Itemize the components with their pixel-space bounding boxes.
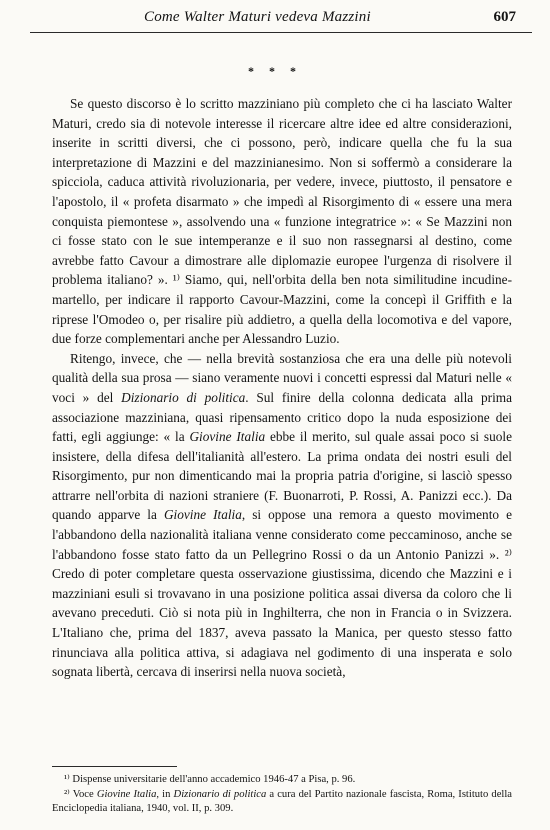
footnote-text: a cura del Partito nazionale fascista, Roma, Istituto della Enciclopedia italiana, 1940, vol. II, p. 309. [52, 788, 513, 814]
running-header [52, 9, 516, 29]
footnote-text: ²⁾ Voce [64, 788, 97, 800]
text-run: , si oppose una remora a questo movimento e l'abbandono della nazionalità italiana venne considerato come peccaminoso, anche se l'abbandono fosse stato fatto da un Pellegrino Rossi o da un Antonio Panizzi ». ²⁾ Credo di poter completare questa osservazione giustissima, dicendo che Mazzini e i mazziniani esuli si trovavano in una posizione politica assai diversa da coloro che li avevano preceduti. Ciò si nota più in Inghilterra, che non in Francia o in Svizzera. L'Italiano che, prima del 1837, aveva passato la Manica, per questo stesso fatto rinunciava alla politica attiva, si adagiava nel godimento di una insperata e solo sognata libertà, cercava di inserirsi nella nuova società, [52, 507, 512, 680]
page-number: 607 [493, 9, 516, 25]
footnote [52, 773, 512, 788]
footnote-text: ¹⁾ Dispense universitarie dell'anno accademico 1946-47 a Pisa, p. 96. [64, 774, 356, 785]
text-run: Ritengo, invece, che — nella brevità sostanziosa che era una delle più notevoli qualità della sua prosa — siano veramente nuovi i concetti espressi dal Maturi nelle « voci » del [52, 350, 512, 405]
text-run: ebbe il merito, sul quale assai poco si suole insistere, della difesa dell'italianità all'estero. La prima ondata dei nostri esuli del Risorgimento, pur non dimenticando mai la propria patria d'origine, si lasciò spesso attrarre nell'orbita di nazioni straniere (F. Buonarroti, P. Rossi, A. Panizzi ecc.). Da quando apparve la [52, 429, 512, 523]
text-run: . Sul finire della colonna dedicata alla prima associazione mazziniana, quasi ripensamento critico dopo la nuda esposizione dei fatti, egli aggiunge: « la [52, 389, 513, 445]
footnote-rule [52, 766, 177, 767]
italic-title: Dizionario di politica [121, 389, 246, 405]
italic-title: Giovine Italia [189, 429, 266, 445]
header-rule [30, 32, 532, 33]
footnotes [52, 773, 512, 817]
paragraph [52, 94, 512, 349]
footnote [52, 788, 512, 817]
running-title: Come Walter Maturi vedeva Mazzini [144, 9, 371, 25]
body-text [52, 94, 512, 682]
section-separator: * * * [248, 64, 302, 78]
italic-title: Dizionario di politica [173, 788, 267, 800]
footnote-text: , in [156, 788, 174, 800]
paragraph [52, 349, 512, 682]
text-run: Se questo discorso è lo scritto mazziniano più completo che ci ha lasciato Walter Maturi, credo sia di notevole interesse il ricercare altre idee ed altre considerazioni, inserite in scritti diversi, che ci possono, però, indicare quella che fu la sua interpretazione di Mazzini e del mazzinianesimo. Non si soffermò a considerare la spicciola, caduca attività rivoluzionaria, per vedere, invece, piuttosto, il pensatore e l'apostolo, il « profeta disarmato » che impedì al Risorgimento di « essere una mera conquista piemontese », assolvendo una « funzione integratrice »: « Se Mazzini non ci fosse stato con le sue intemperanze e il suo non rassegnarsi al destino, come avrebbe fatto Cavour a dimostrare alle diplomazie europee l'urgenza di risolvere il problema italiano? ». ¹⁾ Siamo, qui, nell'orbita della ben nota similitudine incudine-martello, per indicare il rapporto Cavour-Mazzini, come la concepì il Griffith e la riprese l'Omodeo o, per risalire più addietro, a quella della locomotiva e del vapore, due forze complementari anche per Alessandro Luzio. [52, 96, 512, 347]
italic-title: Giovine Italia [96, 788, 157, 800]
italic-title: Giovine Italia [163, 507, 242, 523]
